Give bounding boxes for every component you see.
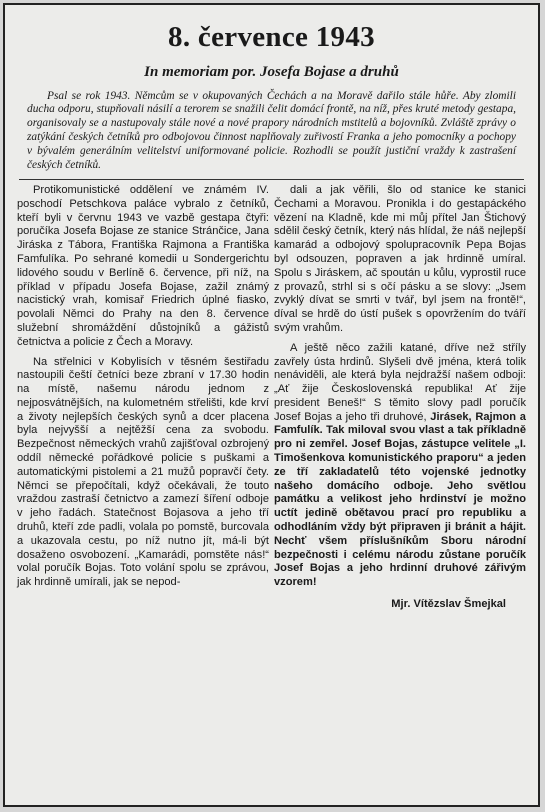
- body-paragraph: Protikomunistické oddělení ve známém IV. poschodí Petschkova paláce vybralo z četníků, kteří byli v červnu 1943 ve vazbě gestapa čtyři: poručíka Josefa Bojase ze stanice Stránčice, Jana Jiráska z Tábora, Františka Rajmona a Františka Famfulíka. Po sehrané komedii u Sondergerichtu lidového soudu v Berlíně 6. července, při níž, na příklad v případu Josefa Bojase, zažil známý nacistický vrah, komisař Friedrich úplné fiasko, povolali Němci do Prahy na den 8. července služební shromáždění důstojníků a gážistů četnictva a policie z Čech a Moravy.: [17, 183, 269, 348]
- body-text-bold: Jirásek, Rajmon a Famfulík. Tak miloval svou vlast a tak příkladně pro ni zemřel. Josef Bojas, zástupce velitele „I. Timošenkova komunistického praporu“ a jeden ze tří zakladatelů této vojenské jednotky našeho domácího odboje. Jeho světlou památku a velikost jeho hrdinství je možno uctít jedině obětavou prací pro republiku a odhodláním vždy být připraven ji bránit a hájit. Nechť všem příslušníkům Sboru národní bezpečnosti i celému národu zůstane poručík Josef Bojas a jeho hrdinní druhové zářivým vzorem!: [274, 410, 526, 589]
- body-paragraph: [274, 342, 526, 590]
- article-intro: Psal se rok 1943. Němcům se v okupovaných Čechách a na Moravě dařilo stále hůře. Aby zlomili ducha odporu, stupňovali násilí a terorem se snažili čelit domácí frontě, na níž, přes kruté metody gestapa, organisovaly se a nastupovaly stále nové a nové prapory národních mstitelů a bojovníků. Zvláště zprávy o zatýkání českých četníků pro odbojovou činnost naplňovaly zuřivostí Franka a jeho pomocníky a pochopy v bývalém generálním velitelství uniformované policie. Rozhodli se použít justiční vraždy k zastrašení českých četníků.: [27, 89, 516, 172]
- right-column: [274, 184, 526, 612]
- article-subtitle: In memoriam por. Josefa Bojase a druhů: [144, 64, 399, 80]
- body-text: A ještě něco zažili katané, dříve než stříly zavřely ústa hrdinů. Slyšeli dvě jména, která tolik nenáviděli, ale která byla nejdražší našem odboji: „Ať žije Československá republika! Ať žije president Beneš!“ S těmito slovy padl poručík Josef Bojas a jeho tři druhové,: [274, 341, 526, 423]
- author-signature: Mjr. Vítězslav Šmejkal: [391, 598, 506, 611]
- article-title: 8. července 1943: [168, 21, 375, 53]
- body-paragraph: dali a jak věřili, šlo od stanice ke stanici Čechami a Moravou. Pronikla i do gestapáckého vězení na Kladně, kde mi můj přítel Jan Štichový sdělil český četník, který nás hlídal, že náš nejlepší kamarád a odbojový spolupracovník Pepa Bojas byl odsouzen, popraven a jak hrdinně umíral. Spolu s Jiráskem, ač spoután u kůlu, vyprostil ruce z provazů, strhl si s očí pásku a se slovy: „Jsem zvyklý dívat se smrti v tvář, byl jsem na frontě!“, díval se hrdě do ústí pušek s opovržením do tváří svým vrahům.: [274, 183, 526, 334]
- article-body: [17, 184, 526, 612]
- newspaper-article: [3, 3, 540, 807]
- left-column: [17, 184, 269, 612]
- body-paragraph: Na střelnici v Kobylisích v těsném šestiřadu nastoupili čeští četníci beze zbraní v 17.30 hodin na místě, našemu národu jednom z nejposvátnějších, na kulometném střelišti, kde krví a životy nejlepších českých synů a dcer placena byla nejvyšší a nejtěžší cena za svobodu. Bezpečnost německých vrahů zajišťoval ozbrojený oddíl německé pořádkové policie s puškami a automatickými pistolemi a 21 mužů popravčí čety. Němci se přepočítali, když očekávali, že touto vraždou zastraší četnictvo a zamezí šíření odboje v jeho řadách. Statečnost Bojasova a jeho tří druhů, kteří zde padli, volala po pomstě, burcovala a ukazovala cestu, po níž nutno jít, má-li být dosaženo osvobození. „Kamarádi, pomstěte nás!“ volal poručík Bojas. Toto volání spolu se zprávou, jak hrdinně umírali, jak se nepod-: [17, 355, 269, 589]
- section-divider: [19, 179, 524, 180]
